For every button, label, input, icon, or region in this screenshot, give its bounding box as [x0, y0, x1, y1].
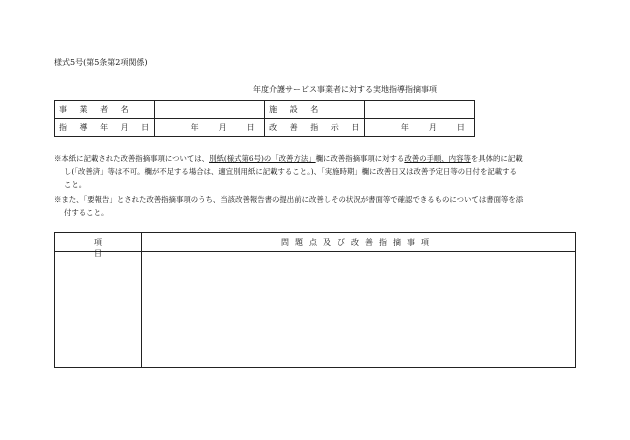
note1-text-a: ※本紙に記載された改善指摘事項については、 [54, 154, 210, 163]
instruction-day-unit: 日 [456, 123, 465, 132]
instruction-year-unit: 年 [400, 123, 409, 132]
instruction-month-unit: 月 [428, 123, 437, 132]
guidance-date-field[interactable] [155, 119, 265, 137]
form-number: 様式5号(第5条第2項関係) [54, 58, 148, 67]
note1-underlined-procedure: 改善の手順、内容等 [404, 154, 471, 163]
guidance-date-label: 指 導 年 月 日 [55, 119, 155, 137]
item-cell[interactable] [55, 252, 141, 367]
guidance-month-unit: 月 [218, 123, 227, 132]
note1-text-c: を具体的に記載 [470, 154, 523, 163]
note1-line3: こと。 [64, 180, 87, 189]
facility-label: 施 設 名 [265, 101, 365, 119]
document-title: 年度介護サービス事業者に対する実地指導指摘事項 [253, 85, 437, 94]
issues-column-header: 問題点及び改善指摘事項 [281, 238, 435, 247]
facility-field[interactable] [365, 101, 475, 119]
note1-line2: し(「改善済」等は不可。欄が不足する場合は、適宜別用紙に記載すること。)、「実施時期」欄に改善日又は改善予定日等の日付を記載する [64, 167, 517, 176]
note1-underlined-form-ref: 別紙(様式第6号)の「改善方法」 [209, 154, 316, 163]
improvement-instruction-date-field[interactable] [365, 119, 475, 137]
issues-cell[interactable] [142, 252, 575, 367]
issues-table [54, 232, 576, 368]
operator-label: 事 業 者 名 [55, 101, 155, 119]
operator-field[interactable] [155, 101, 265, 119]
info-table [54, 100, 475, 137]
improvement-instruction-label: 改 善 指 示 日 [265, 119, 365, 137]
note2-line1: ※また、「要報告」とされた改善指摘事項のうち、当該改善報告書の提出前に改善しその状況が書面等で確認できるものについては書面等を添 [54, 195, 524, 204]
note-2 [54, 193, 576, 219]
guidance-day-unit: 日 [246, 123, 255, 132]
item-column-header: 項目 [94, 238, 128, 258]
note2-line2: 付すること。 [64, 208, 109, 217]
note-1 [54, 152, 576, 191]
note1-text-b: 欄に改善指摘事項に対する [315, 154, 405, 163]
guidance-year-unit: 年 [190, 123, 199, 132]
